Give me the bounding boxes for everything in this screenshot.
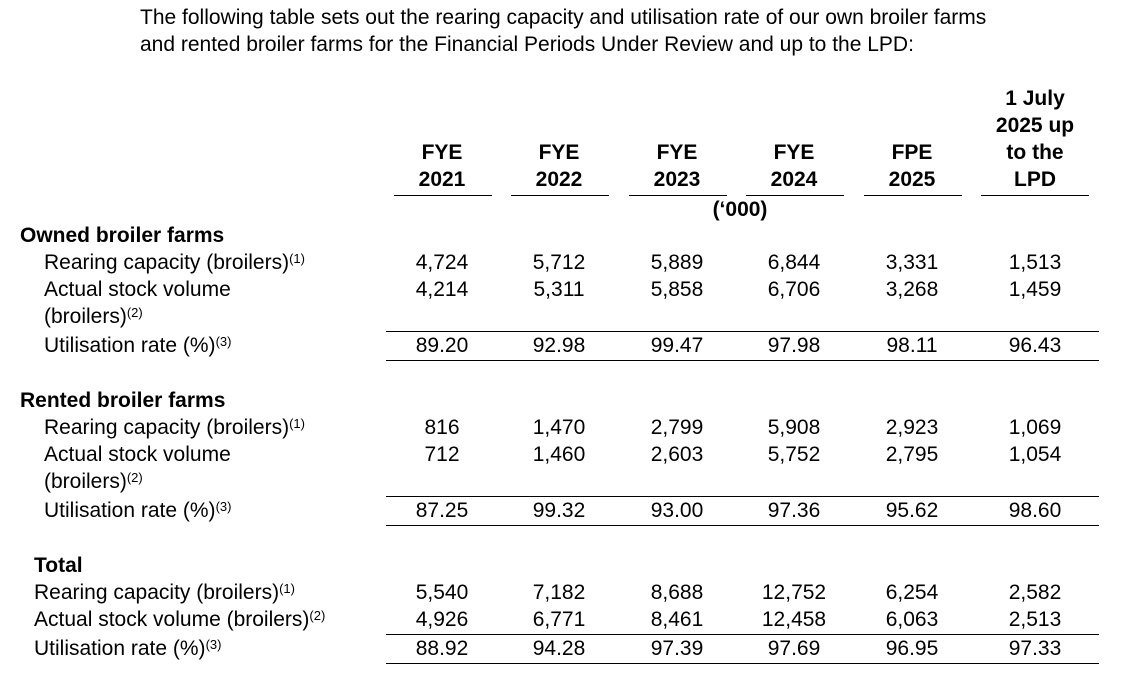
table-row-total-actual-stock: Actual stock volume (broilers)$^{(2)}$ 4,926 6,771 8,461 12,458 6,063 2,513 [34,608,1062,631]
section-title-total: Total [34,554,83,577]
table-row-rented-utilisation: Utilisation rate (%)$^{(3)}$ 87.25 99.32 93.00 97.36 95.62 98.60 [44,499,1062,522]
table-row-total-utilisation: Utilisation rate (%)$^{(3)}$ 88.92 94.28 97.39 97.69 96.95 97.33 [34,637,1062,660]
unit-label: (‘000) [712,198,768,221]
table-row-owned-actual-stock: Actual stock volume 4,214 5,311 5,858 6,706 3,268 1,459 [44,278,1062,301]
header-underline [981,195,1089,196]
table-row-rented-rearing-capacity: Rearing capacity (broilers)$^{(1)}$ 816 1,470 2,799 5,908 2,923 1,069 [44,416,1062,439]
row-divider [386,663,1099,664]
col-header-fpe-2025: FPE 2025 [888,141,936,191]
row-divider [386,525,1099,526]
intro-paragraph [140,4,1115,58]
intro-line-2: and rented broiler farms for the Financial Periods Under Review and up to the LPD: [140,33,914,56]
header-underline [394,195,492,196]
intro-line-1: The following table sets out the rearing capacity and utilisation rate of our own broiler farms [140,6,987,29]
header-underline [746,195,844,196]
table-row-rented-actual-stock-cont: (broilers)$^{(2)}$ [44,470,143,493]
header-underline [864,195,962,196]
row-divider [386,496,1099,497]
row-divider [386,331,1099,332]
row-divider [386,634,1099,635]
col-header-fye-2021: FYE 2021 [418,141,466,191]
table-row-total-rearing-capacity: Rearing capacity (broilers)$^{(1)}$ 5,540 7,182 8,688 12,752 6,254 2,582 [34,581,1062,604]
table-row-owned-utilisation: Utilisation rate (%)$^{(3)}$ 89.20 92.98 99.47 97.98 98.11 96.43 [44,334,1062,357]
header-underline [511,195,609,196]
col-header-fye-2022: FYE 2022 [535,141,583,191]
col-header-lpd: 1 July 2025 up to the LPD [995,87,1075,191]
col-header-fye-2023: FYE 2023 [653,141,701,191]
table-row-owned-actual-stock-cont: (broilers)$^{(2)}$ [44,305,143,328]
section-title-owned: Owned broiler farms [20,224,225,247]
col-header-fye-2024: FYE 2024 [770,141,818,191]
header-underline [629,195,727,196]
section-title-rented: Rented broiler farms [20,389,226,412]
table-row-rented-actual-stock: Actual stock volume 712 1,460 2,603 5,752 2,795 1,054 [44,443,1062,466]
table-row-owned-rearing-capacity: Rearing capacity (broilers)$^{(1)}$ 4,724 5,712 5,889 6,844 3,331 1,513 [44,251,1062,274]
row-divider [386,360,1099,361]
